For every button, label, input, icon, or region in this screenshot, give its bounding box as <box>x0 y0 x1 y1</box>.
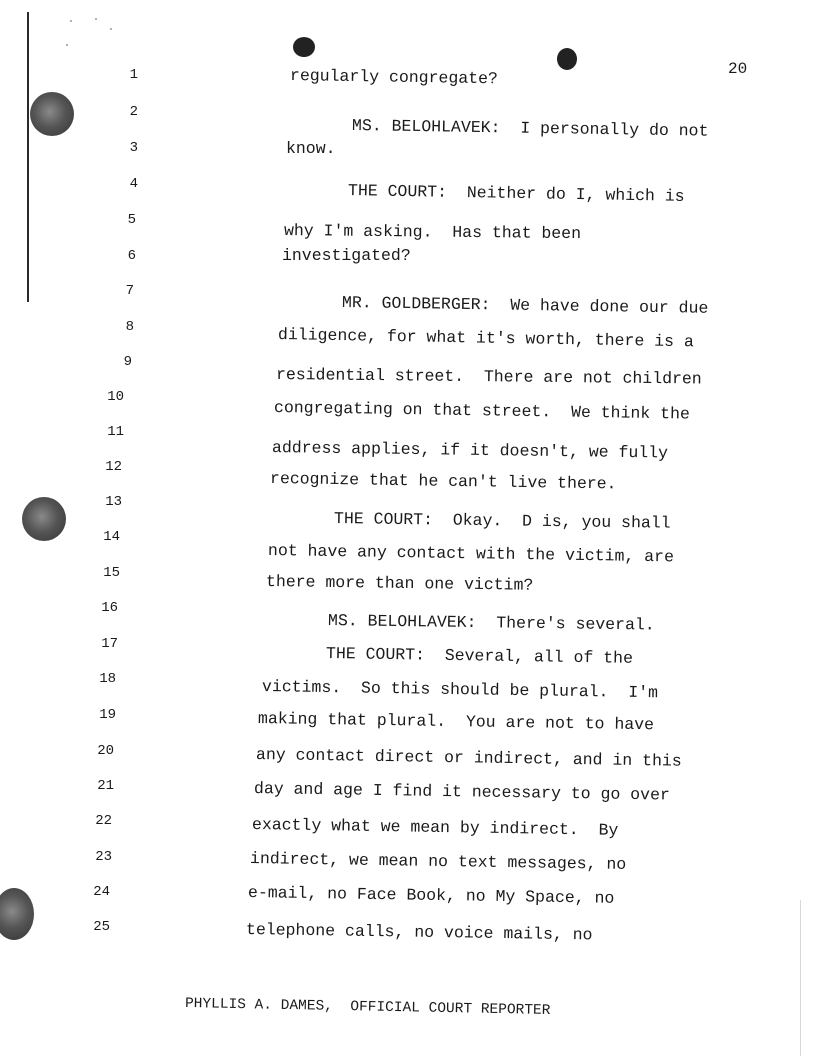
transcript-line: making that plural. You are not to have <box>257 709 655 735</box>
line-number: 25 <box>93 919 110 935</box>
transcript-line: THE COURT: Neither do I, which is <box>347 181 685 206</box>
line-number: 21 <box>97 778 114 794</box>
transcript-line: indirect, we mean no text messages, no <box>249 849 627 874</box>
transcript-line: diligence, for what it's worth, there is a <box>277 325 694 352</box>
punch-dot <box>557 48 577 70</box>
line-number: 22 <box>95 813 112 829</box>
transcript-line: MR. GOLDBERGER: We have done our due <box>341 293 709 318</box>
transcript-line: exactly what we mean by indirect. By <box>251 815 619 840</box>
transcript-line: regularly congregate? <box>289 66 499 89</box>
line-number: 24 <box>93 884 110 900</box>
reporter-footer: PHYLLIS A. DAMES, OFFICIAL COURT REPORTER <box>184 996 551 1020</box>
transcript-line: there more than one victim? <box>265 572 534 595</box>
transcript-line: not have any contact with the victim, are <box>267 541 675 567</box>
transcript-line: THE COURT: Okay. D is, you shall <box>333 509 671 533</box>
transcript-line: congregating on that street. We think the <box>273 398 690 424</box>
transcript-line: why I'm asking. Has that been <box>283 221 582 244</box>
line-number: 10 <box>107 389 124 405</box>
punch-dot <box>293 37 315 57</box>
transcript-line: address applies, if it doesn't, we fully <box>271 438 669 463</box>
line-number: 14 <box>103 529 120 545</box>
transcript-line: day and age I find it necessary to go over <box>253 779 670 805</box>
scan-speck <box>66 44 68 46</box>
transcript-line: THE COURT: Several, all of the <box>325 644 634 668</box>
line-number: 20 <box>97 743 114 759</box>
line-number: 5 <box>127 212 136 228</box>
punch-hole <box>30 92 74 136</box>
transcript-line: investigated? <box>282 246 411 265</box>
binder-edge-line <box>27 12 29 302</box>
page-edge <box>800 900 801 1056</box>
line-number: 8 <box>125 319 134 335</box>
transcript-line: victims. So this should be plural. I'm <box>261 677 659 703</box>
transcript-line: recognize that he can't live there. <box>269 469 617 494</box>
line-number: 13 <box>105 494 122 510</box>
scan-speck <box>110 28 112 30</box>
line-number: 11 <box>107 424 124 440</box>
transcript-line: residential street. There are not children <box>275 365 702 389</box>
transcript-line: any contact direct or indirect, and in this <box>255 745 682 771</box>
scan-speck <box>95 18 97 20</box>
transcript-line: MS. BELOHLAVEK: There's several. <box>327 611 655 635</box>
line-number: 1 <box>129 67 138 83</box>
transcript-line: MS. BELOHLAVEK: I personally do not <box>351 116 709 141</box>
line-number: 23 <box>95 849 112 865</box>
line-number: 6 <box>127 248 136 264</box>
line-number: 4 <box>129 176 138 192</box>
scan-speck <box>70 20 72 22</box>
transcript-line: e-mail, no Face Book, no My Space, no <box>247 883 615 908</box>
line-number: 18 <box>99 671 116 687</box>
line-number: 2 <box>129 104 138 120</box>
punch-hole <box>22 497 66 541</box>
line-number: 17 <box>101 636 118 652</box>
line-number: 9 <box>123 354 132 370</box>
transcript-line: know. <box>286 139 336 158</box>
line-number: 3 <box>129 140 138 156</box>
line-number: 19 <box>99 707 116 723</box>
line-number: 12 <box>105 459 122 475</box>
transcript-line: telephone calls, no voice mails, no <box>245 920 593 945</box>
page-number: 20 <box>728 60 748 78</box>
line-number: 7 <box>125 283 134 299</box>
line-number: 16 <box>101 600 118 616</box>
punch-hole <box>0 888 34 940</box>
line-number: 15 <box>103 565 120 581</box>
